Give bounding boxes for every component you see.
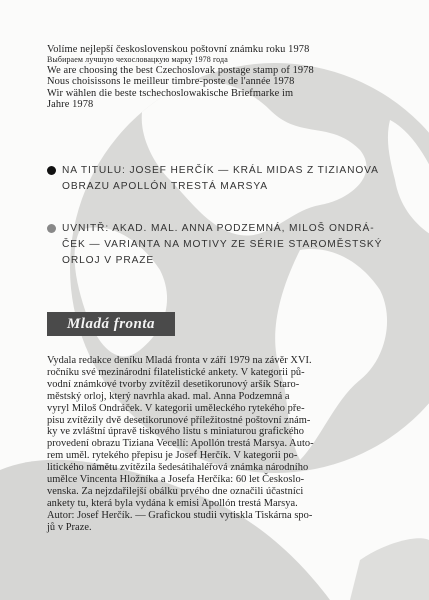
intro-line-ru: Выбираем лучшую чехословацкую марку 1978 года bbox=[47, 55, 228, 65]
description-line: Vydala redakce deníku Mladá fronta v září 1979 na závěr XVI. bbox=[47, 355, 312, 366]
intro-line-de: Wir wählen die beste tschechoslowakische Briefmarke im bbox=[47, 87, 294, 99]
black-bullet-icon bbox=[47, 166, 56, 175]
inside-credit-text bbox=[47, 221, 415, 269]
description-line: rem uměl. rytekého přepisu je Josef Herčík. V kategorii po- bbox=[47, 450, 298, 462]
description-line: vodní známkové tvorby zvítězil desetikorunový aršík Staro- bbox=[47, 378, 300, 390]
mlada-fronta-logo: Mladá fronta bbox=[47, 312, 175, 336]
description-line: provedení obrazu Tiziana Vecellí: Apollón trestá Marsya. Auto- bbox=[47, 438, 314, 450]
description-line: městský orloj, který navrhla akad. mal. Anna Podzemná a bbox=[47, 390, 290, 402]
stamp-poll-multilingual-intro bbox=[47, 44, 415, 110]
grey-bullet-icon bbox=[47, 224, 56, 233]
description-line: ankety tu, která byla vydána k emisi Apollón trestá Marsya. bbox=[47, 497, 298, 509]
description-line: vyryl Miloš Ondráček. V kategorii uměleckého rytekého pře- bbox=[47, 402, 305, 414]
inside-credit-line: ČEK — VARIANTA NA MOTIVY ZE SÉRIE STAROMĚSTSKÝ bbox=[62, 239, 383, 250]
description-line: ročníku své mezinárodní filatelistické ankety. V kategorii pů- bbox=[47, 366, 305, 378]
cover-credit bbox=[47, 163, 415, 195]
inside-credit bbox=[47, 221, 415, 269]
intro-line-fr: Nous choisissons le meilleur timbre-poste de l'année 1978 bbox=[47, 76, 295, 88]
intro-line-en: We are choosing the best Czechoslovak postage stamp of 1978 bbox=[47, 64, 314, 76]
cover-credit-line: NA TITULU: JOSEF HERČÍK — KRÁL MIDAS Z TIZIANOVA bbox=[62, 165, 379, 176]
inside-credit-line: ORLOJ V PRAZE bbox=[62, 255, 155, 266]
cover-credit-line: OBRAZU APOLLÓN TRESTÁ MARSYA bbox=[62, 181, 268, 192]
description-line: Autor: Josef Herčík. — Grafickou studii vytiskla Tiskárna spo- bbox=[47, 509, 313, 521]
intro-line-cs: Volíme nejlepší československou poštovní známku roku 1978 bbox=[47, 44, 310, 55]
description-line: jů v Praze. bbox=[47, 521, 92, 533]
description-line: umělce Vincenta Hložníka a Josefa Herčíka: 60 let Českoslo- bbox=[47, 474, 305, 486]
description-line: ky ve zvláštní úpravě tiskového listu s miniaturou grafického bbox=[47, 426, 304, 438]
cover-credit-text bbox=[47, 163, 415, 195]
description-line: pisu zvítězily dvě desetikorunové příležitostné poštovní znám- bbox=[47, 414, 311, 426]
description-line: litického námětu zvítězila šedesátihaléřová známka národního bbox=[47, 462, 309, 474]
inside-credit-line: UVNITŘ: AKAD. MAL. ANNA PODZEMNÁ, MILOŠ ONDRÁ- bbox=[62, 223, 375, 234]
description-line: venska. Za nejzdařilejší obálku prvého dne označili účastníci bbox=[47, 485, 304, 497]
description-paragraph bbox=[47, 355, 417, 534]
intro-line-de-cont: Jahre 1978 bbox=[47, 99, 94, 111]
